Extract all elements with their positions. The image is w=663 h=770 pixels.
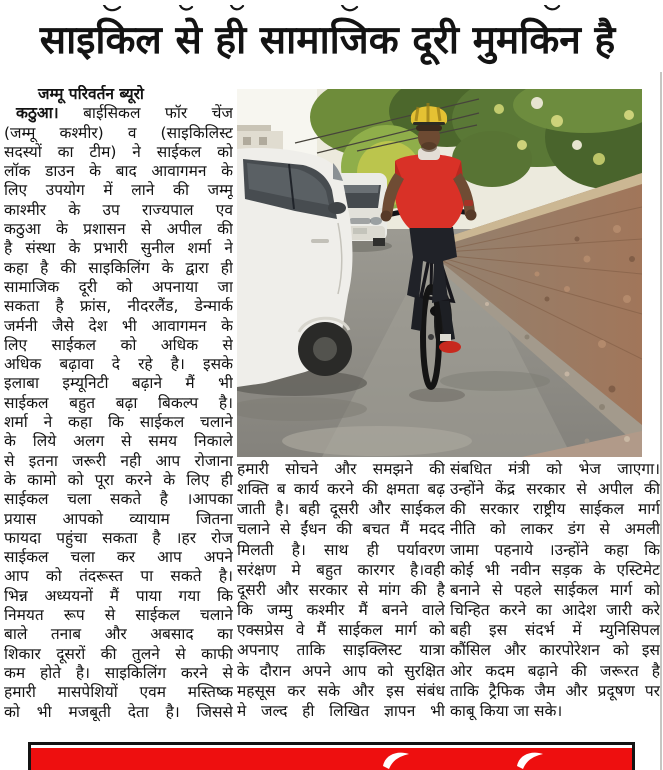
article-text-line: (जम्मू कश्मीर) व (साइकिलिस्ट: [4, 123, 233, 142]
article-text-line: उन्होंने केंद्र सरकार से अपील की: [450, 480, 660, 499]
article-text-line: सदस्यों का टीम) ने साईकल को: [4, 142, 233, 161]
article-text-line: मिलती है। साथ ही पर्यावरण: [237, 540, 445, 559]
article-text-line: बाले तनाब और अबसाद का: [4, 625, 233, 644]
article-text-line: सकता है फ्रांस, नीदरलैंड, डेन्मार्क: [4, 297, 233, 316]
article-text-line: मे जल्द ही लिखित ज्ञापन भी: [237, 701, 445, 720]
article-text-line: कि जम्मु कश्मीर मैं बनने वाले: [237, 601, 445, 620]
article-text-line: सरंक्षण मे बहुत कारगर है।वही: [237, 560, 445, 579]
article-photo: [237, 89, 642, 457]
article-text-line: जामा पहनाये ।उन्होंने कहा कि: [450, 540, 660, 559]
article-text-line: बही इस संदर्भ में म्युनिसिपल: [450, 621, 660, 640]
right-column-lines: [450, 459, 660, 721]
middle-column-lines: [237, 459, 445, 721]
article-text-line: अधिक बढ़ावा दे रहे है। इसके: [4, 355, 233, 374]
top-cutoff-text-fragments: [0, 0, 663, 10]
article-text-line: महसूस कर सके और इस संबंध: [237, 681, 445, 700]
article-text-line: जाती है। बही दूसरी और साईकल: [237, 500, 445, 519]
article-text-line: ताकि ट्रैफिक जैम और प्रदूषण पर: [450, 681, 660, 700]
article-text-line: चलाने से ईंधन की बचत मैं मदद: [237, 520, 445, 539]
article-text-line: है संस्था के प्रभारी सुनील शर्मा ने: [4, 239, 233, 258]
article-text-line: चिन्हित करने का आदेश जारी करे: [450, 601, 660, 620]
headline: साइकिल से ही सामाजिक दूरी मुमकिन है: [39, 18, 616, 63]
banner-red-field: [31, 748, 632, 770]
article-text-line: निमयत रूप से साईकल चलाने: [4, 606, 233, 625]
article-text-line: आप को तंदरूस्त पा सकते है।: [4, 567, 233, 586]
article-text-line: शिकार दूसरों की तुलने से काफी: [4, 644, 233, 663]
article-text-line: काबू किया जा सके।: [450, 701, 563, 720]
article-text-line: फायदा पहुंचा सकता है ।हर रोज: [4, 528, 233, 547]
article-column-middle: [237, 459, 445, 721]
article-text-line: साईकल बहुत बढ़ा बिकल्प है।: [4, 393, 233, 412]
article-text-line: की सरकार राष्ट्रीय साईकल मार्ग: [450, 500, 660, 519]
lead-line: [4, 104, 233, 123]
byline: जम्मू परिवर्तन ब्यूरो: [38, 85, 144, 103]
article-text-line: हमारी सोचने और समझने की: [237, 460, 445, 478]
article-text-line: से इतना जरूरी नही आप रोजाना: [4, 451, 233, 470]
article-text-line: भिन्न अध्ययनों मैं पाया गया कि: [4, 586, 233, 605]
article-text-line: एक्सप्रेस वे मैं साईकल मार्ग को: [237, 621, 445, 640]
banner-cutoff-white-glyphs-icon: [31, 750, 632, 770]
article-text-line: लिए उपयोग में लाने की जम्मू: [4, 181, 233, 200]
article-text-line: बनाने से पहले साईकल मार्ग को: [450, 580, 660, 599]
article-text-line: के लिये अलग से समय निकाले: [4, 432, 233, 451]
article-text-line: संबधित मंत्री को भेज जाएगा।: [450, 460, 660, 478]
article-text-line: इलाबा इम्यूनिटी बढ़ाने मैं भी: [4, 374, 233, 393]
lead-line-rest: बाईसिकल फॉर चेंज: [58, 104, 233, 123]
article-text-line: कहा है की साइकिलिंग के द्वारा ही: [4, 258, 233, 277]
cyclist-lane-illustration: [237, 89, 642, 457]
article-text-line: शक्ति ब कार्य करने की क्षमता बढ़: [237, 480, 445, 499]
article-text-line: लिए साईकल को अधिक से: [4, 335, 233, 354]
left-column-lines: [4, 124, 233, 722]
article-text-line: साईकल चला कर आप अपने: [4, 548, 233, 567]
article-text-line: के दौरान अपने आप को सुरक्षित: [237, 661, 445, 680]
article-text-line: सामाजिक दूरी को अपनाया जा: [4, 277, 233, 296]
dateline-location: कठुआ।: [16, 104, 59, 123]
article-text-line: जर्मनी जैसे देश भी आवागमन के: [4, 316, 233, 335]
article-column-right: [450, 459, 660, 721]
article-text-line: कठुआ के प्रशासन से अपील की: [4, 220, 233, 239]
article-text-line: कोई भी नवीन सड़क के एस्टिमेट: [450, 560, 660, 579]
article-text-line: के कामो को पूरा करने के लिए ही: [4, 470, 233, 489]
article-text-line: ओर कदम बढ़ाने की जरूरत है: [450, 661, 660, 680]
article-column-left: [4, 85, 233, 722]
article-text-line: लॉक डाउन के बाद आवागमन के: [4, 162, 233, 181]
article-text-line: प्रयास आपको व्यायाम जितना: [4, 509, 233, 528]
article-text-line: हमारी मासपेशियों एवम मस्तिष्क: [4, 683, 233, 702]
column-gutter-rule: [660, 72, 662, 770]
article-text-line: अपनाए ताकि साइक्लिस्ट यात्रा: [237, 641, 445, 660]
article-text-line: कौंसिल और कारपोरेशन को इस: [450, 641, 660, 660]
article-text-line: शर्मा ने कहा कि साईकल चलाने: [4, 413, 233, 432]
article-text-line: को भी मजबूती देता है। जिससे: [4, 702, 233, 721]
article-text-line: कम होते है। साइकिलिंग करने से: [4, 663, 233, 682]
article-text-line: काश्मीर के उप राज्यपाल एव: [4, 200, 233, 219]
article-text-line: दूसरी और सरकार से मांग की है: [237, 580, 445, 599]
article-text-line: नीति को लाकर डंग से अमली: [450, 520, 660, 539]
bottom-banner: [28, 742, 635, 770]
article-text-line: साईकल चला सकते है ।आपका: [4, 490, 233, 509]
